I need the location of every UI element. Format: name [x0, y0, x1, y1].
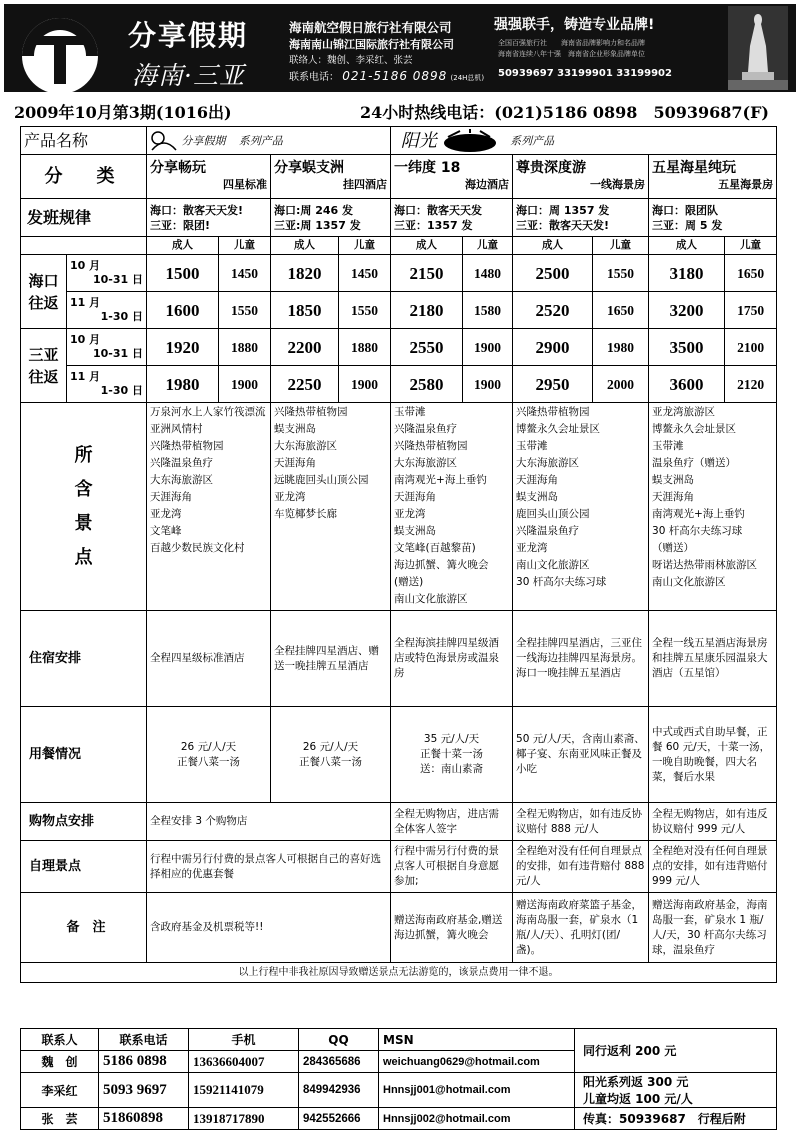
hotel-label: 住宿安排	[21, 611, 147, 707]
product-1-name: 分享畅玩	[150, 160, 207, 176]
spot-item: 大东海旅游区	[150, 474, 214, 486]
adult-price: 3600	[649, 366, 725, 403]
banner-phone-note: (24H总机)	[450, 74, 485, 82]
meal-label: 用餐情况	[21, 707, 147, 803]
spot-item: 温泉鱼疗（赠送）	[652, 457, 737, 469]
product-5-name: 五星海星纯玩	[652, 160, 737, 176]
contact-msn[interactable]: Hnnsjj002@hotmail.com	[379, 1108, 575, 1130]
month-cell	[67, 255, 147, 292]
schedule-1-sy: 三亚：限团!	[150, 218, 211, 232]
spot-item: 远眺鹿回头山顶公园	[274, 474, 369, 486]
spots-label-char: 含	[74, 478, 93, 500]
spot-item: 30 杆高尔夫练习球	[652, 525, 743, 537]
child-price: 1650	[725, 255, 777, 292]
route-city	[21, 255, 67, 329]
route-city-line1: 三亚	[28, 345, 59, 364]
adult-price: 2200	[271, 329, 339, 366]
spot-item: 大东海旅游区	[516, 457, 580, 469]
fax-cell	[575, 1108, 777, 1130]
child-price: 2100	[725, 329, 777, 366]
rebate-line: 阳光系列返 300 元	[583, 1075, 689, 1089]
adult-price: 3200	[649, 292, 725, 329]
series2-logo-text: 阳光	[400, 130, 437, 151]
date-range: 10-31 日	[93, 273, 144, 286]
slogan: 强强联手，铸造专业品牌!	[494, 17, 655, 33]
fax-line: 传真：50939687 行程后附	[583, 1112, 746, 1126]
spot-item: 亚龙湾	[274, 491, 306, 503]
adult-price: 1980	[147, 366, 219, 403]
partner-line-2: 海南省连续八年十强 海南省企业形象品牌单位	[498, 50, 645, 58]
price-row	[21, 366, 777, 403]
child-price: 1480	[463, 255, 513, 292]
shop-4: 全程无购物店，如有违反协议赔付 888 元/人	[513, 803, 649, 841]
hotel-1: 全程四星级标准酒店	[147, 611, 271, 707]
hotline: 24小时热线电话：(021)5186 0898 50939687(F)	[360, 103, 770, 122]
spot-item: 呀诺达热带雨林旅游区	[652, 559, 758, 571]
shop-1-2: 全程安排 3 个购物店	[147, 803, 391, 841]
spot-item: 天涯海角	[394, 491, 437, 503]
product-5	[649, 155, 777, 199]
series1-label: 系列产品	[238, 134, 283, 147]
issue-number: 2009年10月第3期(1016出)	[14, 103, 232, 122]
spot-item: 车览椰梦长廊	[274, 508, 338, 520]
remark-label: 备 注	[21, 893, 147, 963]
month-cell	[67, 329, 147, 366]
child-price: 1550	[219, 292, 271, 329]
route-city	[21, 329, 67, 403]
contact-name: 张 芸	[21, 1108, 99, 1130]
price-row	[21, 255, 777, 292]
child-header: 儿童	[463, 237, 513, 255]
spot-item: 文笔峰	[150, 525, 182, 537]
product-2-sub: 挂四酒店	[343, 178, 388, 191]
spot-item: 博鳌永久会址景区	[652, 423, 737, 435]
schedule-2	[271, 199, 391, 237]
schedule-3-hk: 海口：散客天天发	[394, 203, 483, 217]
adult-price: 3180	[649, 255, 725, 292]
self-1-2: 行程中需另行付费的景点客人可根据自己的喜好选择相应的优惠套餐	[147, 841, 391, 893]
contact-mobile: 13636604007	[189, 1051, 299, 1073]
child-price: 2000	[593, 366, 649, 403]
series1-cell	[147, 127, 391, 155]
adult-price: 1500	[147, 255, 219, 292]
shop-3: 全程无购物店，进店需全体客人签字	[391, 803, 513, 841]
banner-contacts: 联络人：魏创、李采红、张芸	[289, 55, 413, 66]
spot-item: 天涯海角	[150, 491, 193, 503]
child-price: 1900	[219, 366, 271, 403]
product-3-sub: 海边酒店	[465, 178, 510, 191]
child-header: 儿童	[725, 237, 777, 255]
remark-4: 赠送海南政府菜篮子基金，海南岛服一套，矿泉水（1 瓶/人/天）、孔明灯(团/盏)。	[513, 893, 649, 963]
contact-name: 魏 创	[21, 1051, 99, 1073]
adult-price: 1820	[271, 255, 339, 292]
child-header: 儿童	[339, 237, 391, 255]
contact-mobile: 15921141079	[189, 1073, 299, 1108]
hotel-5: 全程一线五星酒店海景房和挂牌五星康乐园温泉大酒店（五星馆）	[649, 611, 777, 707]
spots-list-5	[649, 403, 777, 611]
schedule-2-sy: 三亚:周 1357 发	[274, 218, 361, 232]
spot-item: 蜈支洲岛	[652, 474, 695, 486]
hotel-4: 全程挂牌四星酒店，三亚住一线海边挂牌四星海景房。海口一晚挂牌五星酒店	[513, 611, 649, 707]
spot-item: 30 杆高尔夫练习球	[516, 576, 607, 588]
series1-logo-icon	[150, 130, 178, 152]
rebate-line: 儿童均返 100 元/人	[583, 1092, 693, 1106]
adult-price: 1850	[271, 292, 339, 329]
adult-header: 成人	[147, 237, 219, 255]
contact-header: 联系人	[21, 1029, 99, 1051]
child-price: 1650	[593, 292, 649, 329]
schedule-5-sy: 三亚：周 5 发	[652, 218, 723, 232]
adult-price: 2150	[391, 255, 463, 292]
month: 10 月	[70, 333, 101, 346]
schedule-5	[649, 199, 777, 237]
shop-5: 全程无购物店，如有违反协议赔付 999 元/人	[649, 803, 777, 841]
spot-item: 兴隆热带植物园	[274, 406, 348, 418]
brand-title: 分享假期	[128, 19, 249, 52]
schedule-1	[147, 199, 271, 237]
child-price: 1450	[219, 255, 271, 292]
adult-price: 2900	[513, 329, 593, 366]
spot-item: 亚龙湾	[394, 508, 426, 520]
guanyin-statue-icon	[728, 6, 788, 90]
child-price: 1580	[463, 292, 513, 329]
spot-item: 亚龙湾	[516, 542, 548, 554]
self-4: 全程绝对没有任何自理景点的安排，如有违背赔付 888 元/人	[513, 841, 649, 893]
product-3	[391, 155, 513, 199]
adult-price: 1600	[147, 292, 219, 329]
product-3-name: 一纬度 18	[394, 160, 461, 176]
child-price: 1900	[339, 366, 391, 403]
spot-item: 兴隆温泉鱼疗	[150, 457, 214, 469]
child-price: 1880	[339, 329, 391, 366]
adult-price: 2180	[391, 292, 463, 329]
banner-phones: 50939697 33199901 33199902	[498, 68, 672, 79]
contact-name: 李采红	[21, 1073, 99, 1108]
child-price: 1900	[463, 366, 513, 403]
product-4	[513, 155, 649, 199]
spot-item: （赠送）	[652, 542, 695, 554]
contact-header: 联系电话	[99, 1029, 189, 1051]
spot-item: 百越少数民族文化村	[150, 542, 245, 554]
child-header: 儿童	[593, 237, 649, 255]
schedule-label: 发班规律	[21, 199, 147, 237]
age-header-blank	[21, 237, 147, 255]
product-name-label: 产品名称	[21, 127, 147, 155]
price-row	[21, 292, 777, 329]
child-price: 1880	[219, 329, 271, 366]
schedule-3	[391, 199, 513, 237]
spot-item: 兴隆热带植物园	[150, 440, 224, 452]
route-city-line2: 往返	[28, 293, 59, 312]
series2-cell	[391, 127, 777, 155]
adult-price: 2580	[391, 366, 463, 403]
adult-price: 2550	[391, 329, 463, 366]
rebate-line: 同行返利 200 元	[583, 1044, 677, 1058]
route-city-line2: 往返	[28, 367, 59, 386]
spots-label-char: 景	[74, 512, 93, 534]
spot-item: 天涯海角	[274, 457, 317, 469]
contact-tel: 5186 0898	[99, 1051, 189, 1073]
brand-subtitle: 海南·三亚	[132, 61, 245, 90]
contact-qq: 284365686	[299, 1051, 379, 1073]
spot-item: 兴隆热带植物园	[394, 440, 468, 452]
spot-item: 博鳌永久会址景区	[516, 423, 601, 435]
spot-item: 亚龙湾	[150, 508, 182, 520]
hotel-3: 全程海滨挂牌四星级酒店或特色海景房或温泉房	[391, 611, 513, 707]
meal-4: 50 元/人/天，含南山素斋、椰子宴、东南亚风味正餐及小吃	[513, 707, 649, 803]
company-name-1: 海南航空假日旅行社有限公司	[289, 20, 452, 35]
spots-list-2	[271, 403, 391, 611]
spot-item: 蜈支洲岛	[274, 423, 317, 435]
spot-item: 玉带滩	[652, 440, 684, 452]
contact-qq: 849942936	[299, 1073, 379, 1108]
spot-item: 兴隆温泉鱼疗	[394, 423, 458, 435]
child-price: 1750	[725, 292, 777, 329]
month: 11 月	[70, 296, 101, 309]
company-name-2: 海南南山锦江国际旅行社有限公司	[289, 38, 454, 51]
spot-item: 天涯海角	[652, 491, 695, 503]
self-3: 行程中需另行付费的景点客人可根据自身意愿参加;	[391, 841, 513, 893]
month: 10 月	[70, 259, 101, 272]
contact-tel: 5093 9697	[99, 1073, 189, 1108]
product-5-sub: 五星海景房	[718, 178, 774, 191]
meal-2-line2: 正餐八菜一汤	[299, 755, 363, 768]
schedule-3-sy: 三亚：1357 发	[394, 218, 473, 232]
remark-3: 赠送海南政府基金,赠送海边抓蟹，篝火晚会	[391, 893, 513, 963]
footnote: 以上行程中非我社原因导致赠送景点无法游览的，该景点费用一律不退。	[21, 963, 777, 983]
meal-2	[271, 707, 391, 803]
spot-item: 南湾观光+海上垂钓	[652, 508, 745, 520]
meal-3-line2: 正餐十菜一汤	[420, 748, 484, 760]
spot-item: 海边抓蟹、篝火晚会	[394, 559, 489, 571]
meal-1-line1: 26 元/人/天	[180, 740, 237, 753]
spots-label-char: 所	[74, 444, 93, 466]
product-2-name: 分享蜈支洲	[274, 160, 345, 176]
self-5: 全程绝对没有任何自理景点的安排，如有违背赔付 999 元/人	[649, 841, 777, 893]
month-cell	[67, 366, 147, 403]
shop-label: 购物点安排	[21, 803, 147, 841]
product-4-name: 尊贵深度游	[516, 160, 587, 176]
spots-label-char: 点	[74, 546, 93, 568]
meal-1-line2: 正餐八菜一汤	[177, 755, 241, 768]
spot-item: 文笔峰(百越黎苗)	[394, 542, 476, 554]
adult-header: 成人	[649, 237, 725, 255]
spot-item: 天涯海角	[516, 474, 559, 486]
banner-phone	[289, 68, 484, 83]
rebate-cell	[575, 1073, 777, 1108]
spot-item: 南湾观光+海上垂钓	[394, 474, 487, 486]
child-price: 1450	[339, 255, 391, 292]
hotel-2: 全程挂牌四星酒店、赠送一晚挂牌五星酒店	[271, 611, 391, 707]
banner-phone-label: 联系电话：	[289, 72, 339, 83]
meal-2-line1: 26 元/人/天	[302, 740, 359, 753]
product-4-sub: 一线海景房	[590, 178, 646, 191]
sun-logo-icon	[440, 129, 500, 153]
contact-header: MSN	[379, 1029, 575, 1051]
spot-item: 鹿回头山顶公园	[516, 508, 590, 520]
banner-phone-number: 021-5186 0898	[342, 69, 448, 83]
month-cell	[67, 292, 147, 329]
month: 11 月	[70, 370, 101, 383]
child-price: 2120	[725, 366, 777, 403]
meal-5: 中式或西式自助早餐，正餐 60 元/天，十菜一汤，一晚自助晚餐，四大名菜，餐后水果	[649, 707, 777, 803]
adult-price: 2520	[513, 292, 593, 329]
adult-price: 3500	[649, 329, 725, 366]
meal-3-line1: 35 元/人/天	[423, 733, 480, 745]
spots-list-1	[147, 403, 271, 611]
spot-item: 蜈支洲岛	[394, 525, 437, 537]
spot-item: 大东海旅游区	[394, 457, 458, 469]
contact-header: 手机	[189, 1029, 299, 1051]
meal-1	[147, 707, 271, 803]
child-price: 1900	[463, 329, 513, 366]
self-label: 自理景点	[21, 841, 147, 893]
spot-item: 玉带滩	[516, 440, 548, 452]
spots-list-3	[391, 403, 513, 611]
product-2	[271, 155, 391, 199]
spot-item: 万泉河水上人家竹筏漂流	[150, 406, 266, 418]
schedule-4-sy: 三亚：散客天天发!	[516, 218, 610, 232]
child-price: 1550	[593, 255, 649, 292]
contact-header: QQ	[299, 1029, 379, 1051]
schedule-1-hk: 海口：散客天天发!	[150, 203, 244, 217]
contact-tel: 51860898	[99, 1108, 189, 1130]
partner-honors	[498, 38, 645, 60]
spot-item: 南山文化旅游区	[652, 576, 726, 588]
child-price: 1980	[593, 329, 649, 366]
route-city-line1: 海口	[28, 271, 59, 290]
adult-price: 2250	[271, 366, 339, 403]
contact-qq: 942552666	[299, 1108, 379, 1130]
product-table	[20, 126, 777, 983]
adult-header: 成人	[513, 237, 593, 255]
product-1-sub: 四星标准	[223, 178, 268, 191]
meal-3	[391, 707, 513, 803]
product-1	[147, 155, 271, 199]
spot-item: (赠送)	[394, 576, 424, 588]
company-logo-icon	[8, 8, 112, 88]
spot-item: 亚龙湾旅游区	[652, 406, 716, 418]
adult-price: 2950	[513, 366, 593, 403]
child-price: 1550	[339, 292, 391, 329]
schedule-2-hk: 海口:周 246 发	[274, 203, 354, 217]
adult-header: 成人	[391, 237, 463, 255]
adult-price: 1920	[147, 329, 219, 366]
date-range: 10-31 日	[93, 347, 144, 360]
category-label: 分 类	[21, 155, 147, 199]
spot-item: 蜈支洲岛	[516, 491, 559, 503]
spot-item: 南山文化旅游区	[394, 593, 468, 605]
contact-msn[interactable]: weichuang0629@hotmail.com	[379, 1051, 575, 1073]
rebate-cell	[575, 1029, 777, 1073]
contact-msn[interactable]: Hnnsjj001@hotmail.com	[379, 1073, 575, 1108]
remark-1-2: 含政府基金及机票税等!!	[147, 893, 391, 963]
remark-5: 赠送海南政府基金，海南岛服一套，矿泉水 1 瓶/人/天，30 杆高尔夫练习球，温泉鱼疗	[649, 893, 777, 963]
partner-line-1: 全国百强旅行社 海南省品牌影响力和名品牌	[498, 39, 645, 47]
date-range: 1-30 日	[100, 310, 144, 323]
schedule-5-hk: 海口：限团队	[652, 203, 719, 217]
spot-item: 兴隆温泉鱼疗	[516, 525, 580, 537]
contact-table	[20, 1028, 777, 1130]
spots-list-4	[513, 403, 649, 611]
date-range: 1-30 日	[100, 384, 144, 397]
header-banner	[4, 4, 796, 92]
schedule-4	[513, 199, 649, 237]
adult-header: 成人	[271, 237, 339, 255]
spots-label	[21, 403, 147, 611]
schedule-4-hk: 海口：周 1357 发	[516, 203, 610, 217]
adult-price: 2500	[513, 255, 593, 292]
child-header: 儿童	[219, 237, 271, 255]
spot-item: 大东海旅游区	[274, 440, 338, 452]
series1-logo-text: 分享假期	[181, 134, 226, 147]
spot-item: 南山文化旅游区	[516, 559, 590, 571]
price-row	[21, 329, 777, 366]
spot-item: 玉带滩	[394, 406, 426, 418]
meal-3-line3: 送：南山素斋	[420, 763, 484, 775]
series2-label: 系列产品	[510, 134, 555, 147]
spot-item: 兴隆热带植物园	[516, 406, 590, 418]
contact-mobile: 13918717890	[189, 1108, 299, 1130]
spot-item: 亚洲风情村	[150, 423, 203, 435]
